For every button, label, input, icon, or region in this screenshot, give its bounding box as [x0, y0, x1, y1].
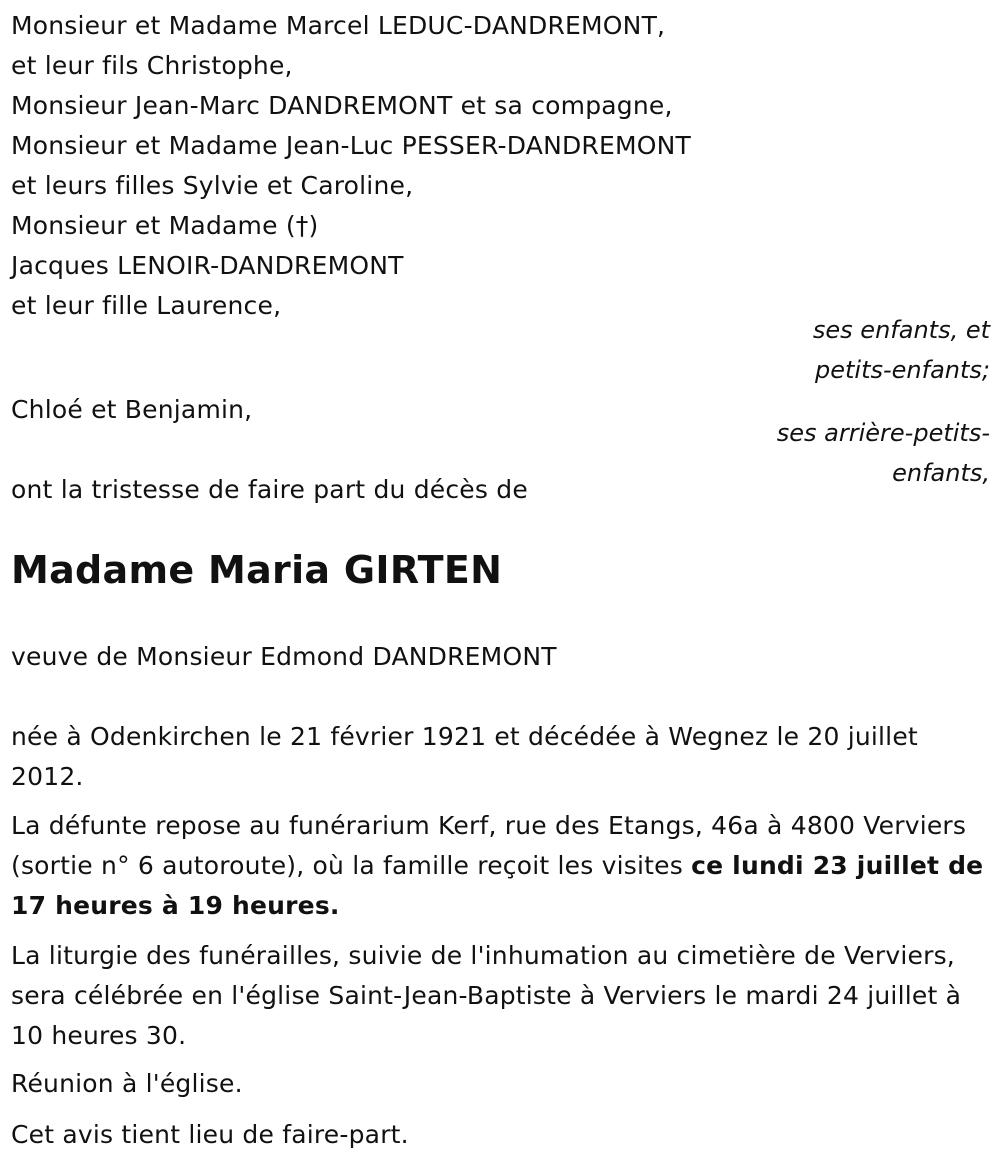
notice: Cet avis tient lieu de faire-part. — [11, 1120, 409, 1149]
role-children-line-1: ses enfants, et — [812, 316, 990, 344]
family-line-6: Monsieur et Madame (†) — [11, 211, 319, 240]
visitation-time: ce lundi 23 juillet de 17 heures à 19 heures. — [11, 851, 984, 920]
visitation — [11, 806, 991, 926]
family-line-7: Jacques LENOIR-DANDREMONT — [11, 251, 404, 280]
deceased-name: Madame Maria GIRTEN — [11, 548, 503, 592]
role-great-line-1: ses arrière-petits- — [776, 419, 990, 447]
liturgy: La liturgie des funérailles, suivie de l'inhumation au cimetière de Verviers, sera célébrée en l'église Saint-Jean-Baptiste à Verviers le mardi 24 juillet à 10 heures 30. — [11, 941, 962, 1050]
role-great-line-2: enfants, — [892, 459, 990, 487]
role-children-line-2: petits-enfants; — [815, 356, 990, 384]
family-line-5: et leurs filles Sylvie et Caroline, — [11, 171, 414, 200]
birth-death: née à Odenkirchen le 21 février 1921 et décédée à Wegnez le 20 juillet 2012. — [11, 722, 918, 791]
meeting: Réunion à l'église. — [11, 1069, 243, 1098]
family-line-8: et leur fille Laurence, — [11, 291, 282, 320]
family-line-1: Monsieur et Madame Marcel LEDUC-DANDREMONT, — [11, 11, 666, 40]
great-grandchildren: Chloé et Benjamin, — [11, 395, 253, 424]
family-line-3: Monsieur Jean-Marc DANDREMONT et sa compagne, — [11, 91, 673, 120]
family-line-4: Monsieur et Madame Jean-Luc PESSER-DANDREMONT — [11, 131, 692, 160]
widow-of: veuve de Monsieur Edmond DANDREMONT — [11, 642, 557, 671]
family-line-2: et leur fils Christophe, — [11, 51, 293, 80]
visitation-text: La défunte repose au funérarium Kerf, rue des Etangs, 46a à 4800 Verviers (sortie n° 6 autoroute), où la famille reçoit les visites — [11, 811, 967, 880]
announcement: ont la tristesse de faire part du décès de — [11, 475, 528, 504]
